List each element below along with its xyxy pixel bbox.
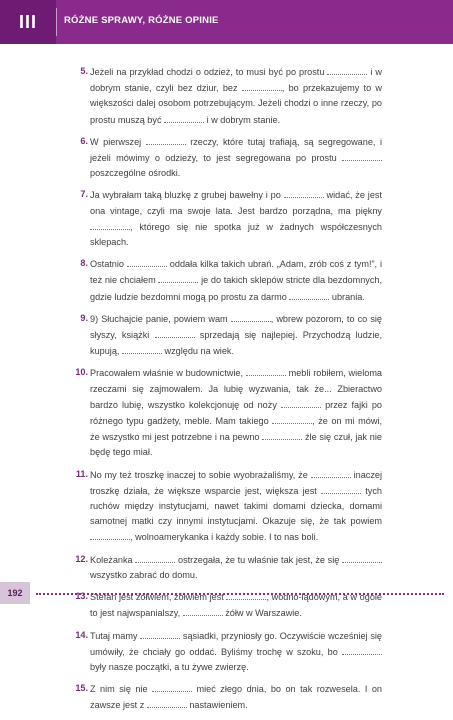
exercise-text-segment: rzeczy, które tutaj trafiają, są segregowane, i jeżeli mówimy o odzieży, to jest segregowana po prostu xyxy=(90,136,382,164)
exercise-text-segment: poszczególne ośrodki. xyxy=(90,168,181,179)
exercise-text-segment: mebli robiłem, wieloma rzeczami się zajmowałem. Ja lubię wyzwania, tak że... Zbieractwo bardzo lubię, wszystko kolekcjonuję od noży xyxy=(90,368,382,410)
fill-in-blank[interactable] xyxy=(146,134,186,145)
exercise-number: 10. xyxy=(75,367,88,378)
fill-in-blank[interactable] xyxy=(127,256,167,267)
fill-in-blank[interactable] xyxy=(183,605,223,616)
fill-in-blank[interactable] xyxy=(246,365,286,376)
fill-in-blank[interactable] xyxy=(321,483,361,494)
exercise-text xyxy=(90,187,382,250)
page-number: 192 xyxy=(7,588,23,598)
exercise-text-segment: nastawieniem. xyxy=(186,700,248,711)
fill-in-blank[interactable] xyxy=(342,552,382,563)
exercise-number: 15. xyxy=(75,683,88,694)
exercise-text-segment: Ja wybrałam taką bluzkę z grubej bawełny i po xyxy=(90,190,284,201)
exercise-item xyxy=(68,681,382,713)
chapter-title: RÓŻNE SPRAWY, RÓŻNE OPINIE xyxy=(64,15,219,26)
fill-in-blank[interactable] xyxy=(155,327,195,338)
exercise-text-segment: Z nim się nie xyxy=(90,684,153,695)
exercise-text-segment: przez fajki po różnego typu gadżety, meble. Mam takiego xyxy=(90,399,382,427)
exercise-text-segment: Pracowałem właśnie w budownictwie, xyxy=(90,368,246,379)
exercise-text-segment: No my też troszkę inaczej to sobie wyobrażaliśmy, że xyxy=(90,469,311,480)
fill-in-blank[interactable] xyxy=(342,150,382,161)
exercise-text-segment: sąsiadki, przyniosły go. Oczywiście wcześniej się umówiły, że chciały go oddać. Byliśmy trochę w szoku, bo xyxy=(90,630,382,657)
exercise-item xyxy=(68,311,382,360)
exercise-text xyxy=(90,365,382,460)
exercise-text xyxy=(90,681,382,713)
fill-in-blank[interactable] xyxy=(342,644,382,655)
fill-in-blank[interactable] xyxy=(152,681,192,692)
exercise-text-segment: ostrzegała, że tu właśnie tak jest, że się xyxy=(175,554,343,565)
exercise-item xyxy=(68,365,382,460)
exercise-item xyxy=(68,552,382,583)
exercise-number: 8. xyxy=(80,258,88,269)
fill-in-blank[interactable] xyxy=(122,343,162,354)
exercise-item xyxy=(68,256,382,305)
exercise-text-segment: 9) Słuchajcie panie, powiem wam xyxy=(90,313,231,324)
fill-in-blank[interactable] xyxy=(164,112,204,123)
chapter-header-bar xyxy=(0,0,453,44)
exercise-text-segment: mieć złego dnia, bo on tak rozwesela. I on zawsze jest z xyxy=(90,684,382,711)
exercise-text-segment: , wodno-lądowym, a w ogóle to jest najwspanialszy, xyxy=(90,592,382,619)
fill-in-blank[interactable] xyxy=(311,467,351,478)
exercise-text-segment: , że on mi mówi, że wszystko mi jest potrzebne i na pewno xyxy=(90,416,383,443)
exercise-text-segment: , wbrew pozorom, to co się słyszy, książki xyxy=(90,313,382,341)
exercise-text-segment: były nasze początki, a tu żywe zwierzę. xyxy=(90,661,249,672)
exercise-text xyxy=(90,134,382,182)
exercise-text xyxy=(90,552,382,583)
exercise-item xyxy=(68,628,382,676)
chapter-roman-numeral: III xyxy=(18,11,37,32)
fill-in-blank[interactable] xyxy=(242,80,282,91)
exercise-text-segment: , którego się nie spotka już w żadnych współczesnych sklepach. xyxy=(90,221,382,248)
fill-in-blank[interactable] xyxy=(231,311,271,322)
exercise-item xyxy=(68,64,382,128)
exercise-number: 5. xyxy=(80,66,88,76)
chapter-number-box xyxy=(0,0,56,44)
header-divider xyxy=(56,8,57,36)
fill-in-blank[interactable] xyxy=(90,529,130,540)
exercise-number: 13. xyxy=(75,591,88,602)
exercise-number: 7. xyxy=(80,189,88,200)
exercise-text-segment: źle się czuł, jak nie będę tego miał. xyxy=(90,432,382,458)
exercise-text xyxy=(90,311,382,360)
exercise-item xyxy=(68,134,382,182)
exercise-text-segment: i w dobrym stanie. xyxy=(204,114,281,125)
exercise-number: 12. xyxy=(75,553,88,564)
exercise-text xyxy=(90,467,382,546)
fill-in-blank[interactable] xyxy=(147,697,187,708)
fill-in-blank[interactable] xyxy=(140,628,180,639)
exercise-list xyxy=(68,64,382,720)
exercise-number: 14. xyxy=(75,629,88,640)
fill-in-blank[interactable] xyxy=(327,64,367,75)
exercise-text-segment: tych ruchów między instytucjami, nawet takimi domami dziecka, domami samotnej matki czy innymi instytucjami. Okazuje się, że tak powiem xyxy=(90,485,382,527)
exercise-item xyxy=(68,187,382,250)
exercise-text-segment: Stefan jest żółwiem, żółwiem jest xyxy=(90,592,227,603)
exercise-number: 11. xyxy=(75,468,88,479)
exercise-text-segment: wszystko zabrać do domu. xyxy=(90,569,198,580)
fill-in-blank[interactable] xyxy=(272,413,312,424)
fill-in-blank[interactable] xyxy=(289,289,329,300)
footer-dotted-line xyxy=(36,593,444,595)
exercise-text-segment: żółw w Warszawie. xyxy=(222,608,302,619)
exercise-text-segment: Jeżeli na przykład chodzi o odzież, to musi być po prostu xyxy=(90,67,328,77)
page-number-box xyxy=(0,582,30,604)
exercise-text xyxy=(90,256,382,305)
fill-in-blank[interactable] xyxy=(90,219,130,230)
exercise-text-segment: , bo przekazujemy to w większości dalej osobom potrzebującym. Jeżeli chodzi o inne rzeczy, po prostu muszą być xyxy=(90,83,382,125)
fill-in-blank[interactable] xyxy=(262,429,302,440)
exercise-item xyxy=(68,467,382,546)
exercise-text-segment: Ostatnio xyxy=(90,259,127,270)
exercise-text-segment: sprzedają się najlepiej. Przychodzą ludzie, kupują, xyxy=(90,330,382,357)
exercise-text-segment: względu na wiek. xyxy=(161,346,234,357)
exercise-text-segment: i w dobrym stanie, czyli bez dziur, bez xyxy=(90,67,383,94)
exercise-text-segment: oddała kilka takich ubrań. „Adam, zrób coś z tym!”, i też nie chciałem xyxy=(90,259,382,286)
exercise-text-segment: , wolnoamerykanka i każdy sobie. I to nas boli. xyxy=(130,532,319,543)
fill-in-blank[interactable] xyxy=(284,187,324,198)
exercise-text-segment: inaczej troszkę działa, że większe wsparcie jest, większa jest xyxy=(90,469,382,496)
exercise-number: 9. xyxy=(80,312,88,323)
exercise-text xyxy=(90,628,382,676)
exercise-text-segment: Tutaj mamy xyxy=(90,630,141,641)
fill-in-blank[interactable] xyxy=(158,272,198,283)
exercise-text-segment: widać, że jest ona vintage, czyli ma swoje lata. Jest bardzo porządna, ma piękny xyxy=(90,190,382,216)
exercise-text-segment: Koleżanka xyxy=(90,554,136,565)
exercise-text-segment: W pierwszej xyxy=(90,136,146,147)
exercise-text-segment: ubrania. xyxy=(329,291,365,302)
exercise-number: 6. xyxy=(80,135,88,146)
exercise-text-segment: je do takich sklepów stricte dla bezdomnych, gdzie ludzie bezdomni mogą po prostu za darmo xyxy=(90,275,383,302)
exercise-text xyxy=(90,64,382,128)
fill-in-blank[interactable] xyxy=(135,552,175,563)
fill-in-blank[interactable] xyxy=(281,397,321,408)
